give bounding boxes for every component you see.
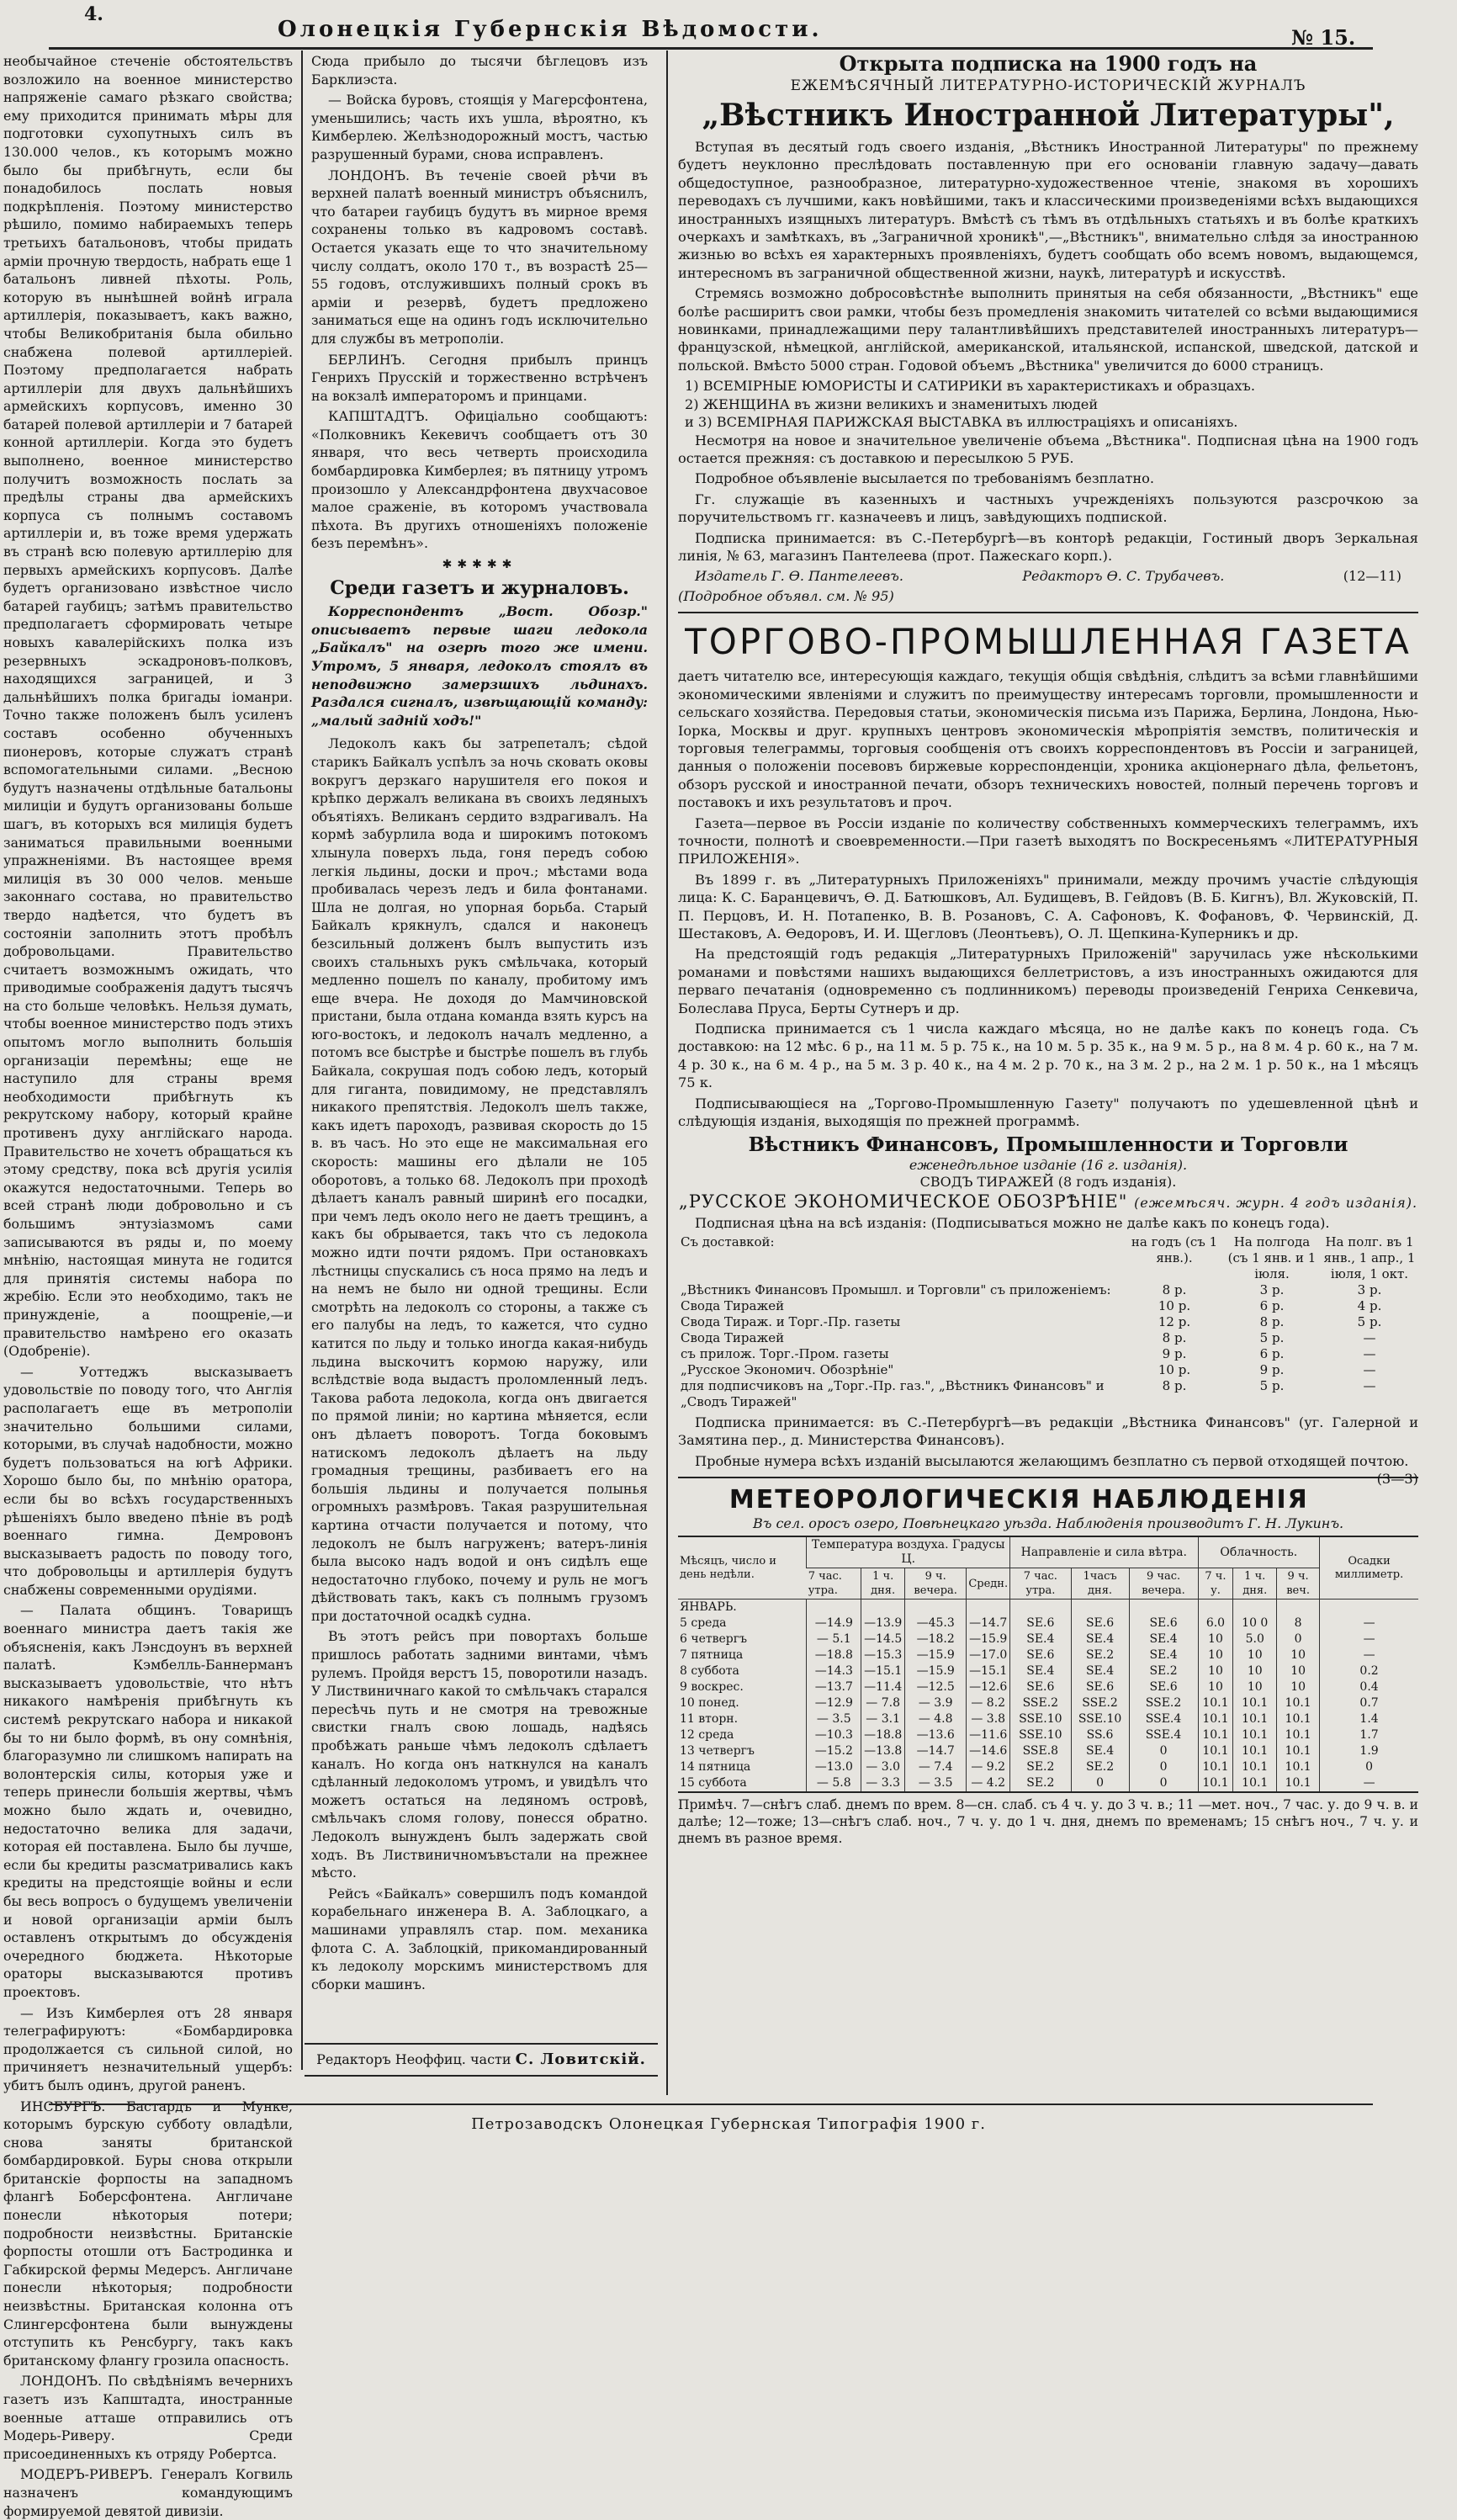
table-cell: 3 р. [1259,1281,1285,1297]
table-cell: 10.1 [1277,1759,1320,1775]
table-row [678,1282,1418,1298]
ad-finance-title: Вѣстникъ Финансовъ, Промышленности и Торговли [748,1133,1348,1156]
table-cell: SE.4 [1071,1631,1129,1647]
table-cell: SE.6 [1010,1679,1071,1695]
table-cell: 12 среда [680,1728,734,1743]
table-cell: 10.1 [1198,1727,1233,1743]
table-row [678,1695,1418,1711]
table-cell: SE.4 [1071,1743,1129,1759]
table-header: 7 час. утра. [1010,1568,1071,1600]
table-header: Температура воздуха. Градусы Ц. [807,1536,1010,1568]
table-cell: — [1320,1775,1418,1792]
table-cell: 1.7 [1320,1727,1418,1743]
meteo-subtitle: Въ сел. оросъ озеро, Повѣнецкаго уѣзда. Наблюденiя производитъ Г. Н. Лукинъ. [752,1515,1344,1532]
table-cell: SSE.10 [1010,1711,1071,1727]
table-cell: 6.0 [1198,1615,1233,1631]
paragraph: Гг. служащiе въ казенныхъ и частныхъ учрежденiяхъ пользуются разсрочкою за поручительствомъ гг. казначеевъ и лицъ, завѣдующихъ подпиской. [678,491,1418,526]
paragraph: Подписная цѣна на всѣ изданiя: (Подписываться можно не далѣе какъ по конецъ года). [695,1214,1330,1231]
table-cell: 6 четвергъ [680,1632,748,1647]
table-cell: SSE.8 [1010,1743,1071,1759]
paragraph: Подписка принимается съ 1 числа каждаго мѣсяца, но не далѣе какъ по конецъ года. Съ доставкою: на 12 мѣс. 6 р., на 11 м. 5 р. 75 к., на 10 м. 5 р. 35 к., на 9 м. 5 р., на 8 м. 4 р. 60 к., на 7 м. 4 р. 30 к., на 6 м. 4 р., на 5 м. 3 р. 40 к., на 4 м. 2 р. 70 к., на 3 м. 2 р., на 2 м. 1 р. 50 к., на 1 мѣсяцъ 75 к. [678,1021,1418,1091]
table-cell: —12.6 [967,1679,1010,1695]
table-cell: 10 [1277,1663,1320,1679]
table-row [678,1378,1418,1410]
table-cell: 10 [1233,1647,1277,1663]
table-cell: 10.1 [1198,1711,1233,1727]
table-cell: SE.2 [1129,1663,1198,1679]
table-row [678,1615,1418,1631]
table-cell: 10 [1198,1679,1233,1695]
table-row [678,1234,1418,1282]
list-item: 1) ВСЕМIРНЫЕ ЮМОРИСТЫ И САТИРИКИ въ характеристикахъ и образцахъ. [685,378,1255,395]
paragraph: МОДЕРЪ-РИВЕРЪ. Генералъ Когвиль назначенъ командующимъ формируемой девятой дивизiи. [3,2466,293,2519]
table-header: Направленiе и сила вѣтра. [1010,1536,1198,1568]
table-cell: —13.0 [807,1759,861,1775]
table-cell: 0 [1129,1743,1198,1759]
paragraph: необычайное стеченiе обстоятельствъ возложило на военное министерство напряженiе самаго рѣзкаго свойства; ему приходится принимать мѣры для подготовки сухопутныхъ силъ въ 130.000 челов., къ которымъ можно было бы прибѣгнуть, если бы понадобилось послать новыя подкрѣпленiя. Поэтому министерство рѣшило, помимо набираемыхъ теперь третьихъ батальоновъ, чтобы придать армiи прочную твердость, набрать еще 1 батальонъ ливней пѣхоты. Роль, которую въ нынѣшней войнѣ играла артиллерiя, показываетъ, какъ важно, чтобы Великобританiя была обильно снабжена полевой артиллерiей. Поэтому предполагается набрать артиллерiи для двухъ дальнѣйшихъ армейскихъ корпусовъ, именно 30 батарей полевой артиллерiи и 7 батарей конной артиллерiи. Когда это будетъ выполнено, военное министерство получитъ возможность послать за предѣлы страны два армейскихъ корпуса съ полнымъ составомъ артиллерiи и, въ тоже время удержать въ странѣ всю полевую артиллерiю для первыхъ армейскихъ корпусовъ. Далѣе будетъ организовано извѣстное число батарей гаубицъ; затѣмъ правительство предполагаетъ сформировать четыре новыхъ кавалерiйскихъ полка изъ резервныхъ эскадроновъ-полковъ, находящихся заграницей, и 3 дальнѣйшихъ полка бригады iоманри. Точно также положенъ былъ усиленъ составъ особенно обученныхъ пионеровъ, которые служатъ странѣ вспомогательными силами. „Весною будутъ назначены отдѣльные батальоны милицiи и будутъ организованы больше шагъ, въ которыхъ вся милицiя будетъ заниматься правильными военными упражненiями. Въ настоящее время милицiя въ 30 000 челов. меньше законнаго состава, но правительство твердо надѣется, что будетъ въ состоянiи заполнить этотъ пробѣлъ добровольцами. Правительство считаетъ возможнымъ ожидать, что приводимые соображенiя дадутъ тысячъ на сто больше человѣкъ. Нельзя думать, чтобы военное министерство подъ этихъ опытомъ могло выполнить большiя организацiи перемѣны; еще не наступило для страны время необходимости прибѣгнуть къ рекрутскому набору, который крайне противенъ духу англiйскаго народа. Правительство не хочетъ обращаться къ этому средству, пока всѣ другiя усилiя окажутся недостаточными. Теперь во всей странѣ люди добровольно и съ большимъ энтузiазмомъ сами записываются въ ряды и, по моему мнѣнiю, настоящая минута не годится для принятiя системы набора по жребiю. Если это необходимо, такъ не принужденiе, а поощренiе,—и правительство намѣрено его оказать (Одобренiе). [3,53,293,1360]
table-header: Облачность. [1198,1536,1320,1568]
table-header: 9 ч. веч. [1277,1568,1320,1600]
ad-finance-sub: СВОДЪ ТИРАЖЕЙ (8 годъ изданiя). [919,1173,1177,1190]
paragraph: Сюда прибыло до тысячи бѣглецовъ изъ Барклиэста. [311,53,648,88]
section-lead: Корреспондентъ „Вост. Обозр." описываетъ первые шаги ледокола „Байкалъ" на озерѣ того же имени. Утромъ, 5 января, ледоколъ стоялъ въ неподвижно замерзшихъ льдинахъ. Раздался сигналъ, извѣщающiй команду: „малый заднiй ходъ!" [311,603,648,729]
table-cell: — 5.1 [807,1631,861,1647]
table-cell: —13.9 [861,1615,905,1631]
table-row [678,1346,1418,1362]
table-cell: —18.8 [861,1727,905,1743]
table-cell: 14 пятница [680,1760,751,1775]
table-cell: 10.1 [1277,1695,1320,1711]
table-cell: —14.9 [807,1615,861,1631]
table-cell: 0 [1129,1775,1198,1792]
table-cell: 5 р. [1259,1377,1285,1393]
table-cell: 12 р. [1158,1313,1191,1329]
paragraph: Подписка принимается: въ С.-Петербургѣ—въ редакцiи „Вѣстника Финансовъ" (уг. Галерной и Замятина пер., д. Министерства Финансовъ). [678,1414,1418,1449]
paragraph: Вступая въ десятый годъ своего изданiя, „Вѣстникъ Иностранной Литературы" по прежнему будетъ неуклонно преслѣдовать поставленную при его основанiи главную задачу—давать общедоступное, разнообразное, литературно-художественное чтенiе, знакомя въ хорошихъ переводахъ съ лучшими, какъ новѣйшими, такъ и классическими произведенiями всѣхъ выдающихся иностранныхъ изящныхъ литературъ. Вмѣстѣ съ тѣмъ въ отдѣльныхъ статьяхъ и въ болѣе краткихъ очеркахъ и замѣткахъ, въ „Заграничной хроникѣ",—„Вѣстникъ", внимательно слѣдя за иностранною жизнью во всѣхъ ея характерныхъ проявленiяхъ, будетъ сообщать обо всемъ новомъ, выдающемся, интересномъ въ заграничной общественной жизни, наукѣ, литературѣ и искусствѣ. [678,139,1418,281]
table-cell: 10.1 [1233,1775,1277,1792]
table-cell: —11.6 [967,1727,1010,1743]
table-cell: SE.6 [1129,1615,1198,1631]
table-cell: 0 [1277,1631,1320,1647]
table-cell: 10.1 [1277,1775,1320,1792]
table-cell: 4 р. [1357,1297,1382,1313]
block-divider [678,612,1418,613]
table-cell: — 4.8 [905,1711,967,1727]
table-cell: SSE.10 [1071,1711,1129,1727]
table-cell: SS.6 [1071,1727,1129,1743]
paragraph: Рейсъ «Байкалъ» совершилъ подъ командой корабельнаго инженера В. А. Заблоцкаго, а машинами управлялъ стар. пом. механика флота С. А. Заблоцкiй, прикомандированный къ ледоколу морскимъ министерствомъ для сборки машинъ. [311,1885,648,1992]
table-row [678,1631,1418,1647]
table-row [678,1647,1418,1663]
table-cell: —18.2 [905,1631,967,1647]
table-cell: 8 [1277,1615,1320,1631]
ad-code: (3—3) [1376,1471,1418,1488]
header-rule [49,47,1373,50]
subscription-rows [678,1282,1418,1410]
paragraph: БЕРЛИНЪ. Сегодня прибылъ принцъ Генрихъ Прусскiй и торжественно встрѣченъ на вокзалѣ императоромъ и принцами. [311,351,648,404]
paragraph: Подписка принимается: въ С.-Петербургѣ—въ конторѣ редакцiи, Гостиный дворъ Зеркальная линiя, № 63, магазинъ Пантелеева (прот. Пажескаго корп.). [678,529,1418,564]
table-cell: SSE.10 [1010,1727,1071,1743]
section-title: Среди газетъ и журналовъ. [330,576,629,599]
table-header: 1 ч. дня. [1233,1568,1277,1600]
table-cell: — 4.2 [967,1775,1010,1792]
editor-label: Редакторъ Неоффиц. части [316,2051,511,2067]
printer-imprint: Петрозаводскъ Олонецкая Губернская Типографiя 1900 г. [471,2115,986,2133]
paragraph: Подписывающiеся на „Торгово-Промышленную Газету" получаютъ по удешевленной цѣнѣ и слѣдующiя изданiя, выходящiя по прежней программѣ. [678,1095,1418,1130]
paragraph: Въ 1899 г. въ „Литературныхъ Приложенiяхъ" принимали, между прочимъ участiе слѣдующiя лица: К. С. Баранцевичъ, Ѳ. Д. Батюшковъ, Ал. Будищевъ, В. Гейдовъ (В. Б. Кигнъ), Вл. Жуковскiй, П. П. Перцовъ, И. Н. Потапенко, В. В. Розановъ, С. А. Сафоновъ, К. Фофановъ, Ф. Червинскiй, Д. Шестаковъ, А. Ѳедоровъ, И. И. Щегловъ (Леонтьевъ), О. Л. Щепкина-Куперникъ и др. [678,871,1418,942]
table-header: 7 ч. у. [1198,1568,1233,1600]
table-cell: —13.6 [905,1727,967,1743]
table-cell: — 8.2 [967,1695,1010,1711]
ad-finance-sub: еженедѣльное изданiе (16 г. изданiя). [909,1156,1188,1173]
table-row [678,1536,1418,1568]
table-cell: 5 среда [680,1616,727,1631]
table-cell: 10.1 [1198,1695,1233,1711]
table-cell: 10.1 [1277,1743,1320,1759]
block-divider [678,1477,1418,1478]
publisher: Издатель Г. Ѳ. Пантелеевъ. [695,568,903,585]
table-cell: —14.7 [905,1743,967,1759]
ad-vestnik-signature [678,567,1418,586]
table-cell: 8 р. [1259,1313,1285,1329]
table-cell: 8 р. [1162,1377,1187,1393]
list-item: и 3) ВСЕМIРНАЯ ПАРИЖСКАЯ ВЫСТАВКА въ иллюстрацiяхъ и описанiяхъ. [685,414,1238,431]
column-1 [3,52,293,2519]
table-cell: — [1320,1647,1418,1663]
table-cell: SSE.4 [1129,1711,1198,1727]
table-cell: — 3.5 [807,1711,861,1727]
table-cell: 9 воскрес. [680,1680,744,1695]
table-cell: —11.4 [861,1679,905,1695]
meteo-rows [678,1600,1418,1793]
table-cell: 10.1 [1198,1759,1233,1775]
table-row [678,1711,1418,1727]
table-row [678,1759,1418,1775]
paragraph: даетъ читателю все, интересующiя каждаго, текущiя общiя свѣдѣнiя, слѣдитъ за всѣми главнѣйшими экономическими явленiями и служитъ по преимуществу интересамъ торговли, промышленности и сельскаго хозяйства. Передовыя статьи, экономическiя письма изъ Парижа, Берлина, Лондона, Нью-Iорка, Москвы и друг. крупныхъ центровъ экономическiя мѣропрiятiя земствъ, политическiя и торговыя телеграммы, торговыя сообщенiя отъ своихъ корреспондентовъ въ Россiи и заграницей, данныя о положенiи посевовъ биржевые корреспонденцiи, хроника акцiонернаго дѣла, фельетонъ, обзоръ русской и иностранной печати, обзоръ техническихъ новостей, полный перечень торговъ и поставокъ и ихъ результатовъ и проч. [678,668,1418,811]
table-cell: — [1363,1377,1376,1393]
month-label: ЯНВАРЬ. [680,1600,737,1615]
table-cell: 0.4 [1320,1679,1418,1695]
ad-trade-title: ТОРГОВО-ПРОМЫШЛЕННАЯ ГАЗЕТА [685,621,1412,663]
ad-finance-review [678,1191,1418,1214]
table-cell: SE.4 [1129,1647,1198,1663]
table-cell: 10 0 [1233,1615,1277,1631]
table-cell: 5.0 [1233,1631,1277,1647]
table-cell: 10.1 [1198,1775,1233,1792]
paragraph: Газета—первое въ Россiи изданiе по количеству собственныхъ коммерческихъ телеграммъ, ихъ точности, полнотѣ и своевременности.—При газетѣ выходятъ по Воскресеньямъ «ЛИТЕРАТУРНЫЯ ПРИЛОЖЕНIЯ». [678,814,1418,867]
ad-code: (12—11) [1343,568,1401,585]
table-cell: 10 [1233,1663,1277,1679]
table-cell: 8 р. [1162,1329,1187,1345]
paragraph: ИНСБУРГЪ. Бастардъ и Мунке, которымъ бурскую субботу овладѣли, снова заняты британской бомбардировкой. Буры снова открыли британскiе форпосты на западномъ флангѣ Боберсфонтена. Англичане понесли нѣкоторыя потери; подробности неизвѣстны. Британскiе форпосты отошли отъ Бастродинка и Габкирской фермы Медерсъ. Англичане понесли нѣкоторыя; подробности неизвѣстны. Британская колонна отъ Слингерсфонтена были вынуждены отступить къ Ренсбургу, такъ какъ британскому флангу грозила опасность. [3,2098,293,2369]
editor: Редакторъ Ѳ. С. Трубачевъ. [1022,568,1225,585]
table-cell: 10.1 [1233,1695,1277,1711]
review-sub: (ежемѣсяч. журн. 4 годъ изданiя). [1134,1194,1418,1211]
table-header: 9 час. вечера. [1129,1568,1198,1600]
table-header: 7 час. утра. [807,1568,861,1600]
table-header: Средн. [967,1568,1010,1600]
table-cell: 10.1 [1233,1727,1277,1743]
column-divider [301,50,303,2070]
table-cell: 10.1 [1198,1743,1233,1759]
table-cell: SE.2 [1071,1647,1129,1663]
ad-vestnik-title: „Вѣстникъ Иностранной Литературы", [702,98,1395,133]
table-cell: — 9.2 [967,1759,1010,1775]
table-cell: —18.8 [807,1647,861,1663]
table-cell: SE.6 [1010,1647,1071,1663]
table-cell: SE.6 [1071,1679,1129,1695]
table-row [678,1362,1418,1378]
table-header: На полгода (съ 1 янв. и 1 iюля. [1227,1233,1317,1281]
table-cell: „Русское Экономич. Обозрѣнiе" [681,1361,894,1377]
table-cell: —15.9 [905,1663,967,1679]
table-cell: SE.2 [1071,1759,1129,1775]
table-cell: 6 р. [1259,1345,1285,1361]
table-cell: 0.2 [1320,1663,1418,1679]
table-cell: 6 р. [1259,1297,1285,1313]
footer-rule [49,2104,1373,2105]
table-cell: 0 [1320,1759,1418,1775]
table-cell: 1.4 [1320,1711,1418,1727]
table-cell: 9 р. [1259,1361,1285,1377]
table-cell: 11 вторн. [680,1712,739,1727]
table-cell: 10 [1277,1679,1320,1695]
table-cell: — [1363,1345,1376,1361]
editor-name: С. Ловитскiй. [515,2050,646,2068]
page-number: 4. [84,3,103,25]
table-cell: —45.3 [905,1615,967,1631]
table-cell: — [1320,1615,1418,1631]
table-cell: 10.1 [1277,1727,1320,1743]
table-cell: 10 [1198,1663,1233,1679]
table-cell: —15.2 [807,1743,861,1759]
table-cell: 0 [1071,1775,1129,1792]
table-row [678,1743,1418,1759]
table-cell: — [1320,1631,1418,1647]
table-cell: 10 [1233,1679,1277,1695]
table-header: Мѣсяцъ, число и день недѣли. [678,1536,807,1600]
paragraph: Въ этотъ рейсъ при повортахъ больше пришлось работать задними винтами, чѣмъ рулемъ. Пройдя верстъ 15, поворотили назадъ. У Листвиничнаго какой то смѣльчакъ старался пересѣчь путь и не смотря на тревожные свистки гналъ свою лошадь, надѣясь пробѣжать раньше чѣмъ ледоколъ сдѣлаетъ каналъ. Но когда онъ наткнулся на каналъ сдѣланный ледоколомъ утромъ, и увидѣлъ что можетъ остаться на ледяномъ островѣ, смѣльчакъ сломя голову, понесся обратно. Ледоколъ вынужденъ былъ задержать свой ходъ. Въ Листвиничномъвъстали на прежнее мѣсто. [311,1628,648,1881]
table-header: 1часъ дня. [1071,1568,1129,1600]
table-cell: — [1363,1361,1376,1377]
table-cell: SE.6 [1129,1679,1198,1695]
table-cell: —14.6 [967,1743,1010,1759]
table-row [678,1298,1418,1314]
table-cell: — 3.3 [861,1775,905,1792]
issue-number: № 15. [1291,25,1356,50]
meteo-title: МЕТЕОРОЛОГИЧЕСКIЯ НАБЛЮДЕНIЯ [728,1485,1309,1515]
paragraph: — Уоттеджъ высказываетъ удовольствiе по поводу того, что Англiя располагаетъ еще въ метрополiи значительно большими силами, которыми, въ случаѣ надобности, можно будетъ пользоваться на югѣ Африки. Хорошо было бы, по мнѣнiю оратора, если бы во всѣхъ государственныхъ рѣшенiяхъ было введено пѣнiе въ родѣ военнаго гимна. Демровонъ высказываетъ радость по поводу того, что добровольцы и артиллерiя будутъ снабжены современными орудiями. [3,1363,293,1598]
ad-vestnik [678,52,1418,605]
paragraph: Подробное объявленiе высылается по требованiямъ безплатно. [695,470,1155,487]
table-cell: 13 четвергъ [680,1744,755,1759]
review-title: „РУССКОЕ ЭКОНОМИЧЕСКОЕ ОБОЗРѢНIЕ" [678,1191,1128,1212]
table-cell: „Вѣстникъ Финансовъ Промышл. и Торговли" съ приложенiемъ: [681,1281,1111,1297]
table-cell: Свода Тиражей [681,1297,785,1313]
table-row [678,1330,1418,1346]
ad-vestnik-announce: Открыта подписка на 1900 годъ на [839,51,1258,76]
table-cell: 3 р. [1357,1281,1382,1297]
table-cell: 10.1 [1233,1743,1277,1759]
table-cell: 9 р. [1162,1345,1187,1361]
paragraph: Несмотря на новое и значительное увеличенiе объема „Вѣстника". Подписная цѣна на 1900 годъ остается прежняя: съ доставкою и пересылкою 5 РУБ. [678,432,1418,466]
table-cell: — 3.8 [967,1711,1010,1727]
table-cell: SSE.2 [1010,1695,1071,1711]
table-cell: — 5.8 [807,1775,861,1792]
meteo-table [678,1536,1418,1793]
separator-ornament: ✱✱✱✱✱ [442,558,517,572]
table-cell: SSE.4 [1129,1727,1198,1743]
table-cell: SE.4 [1010,1663,1071,1679]
column-2 [311,52,648,2055]
table-cell: —15.9 [967,1631,1010,1647]
paragraph: — Войска буровъ, стоящiя у Магерсфонтена, уменьшились; часть ихъ ушла, вѣроятно, къ Кимберлею. Желѣзнодорожный мостъ, частью разрушенный бурами, снова исправленъ. [311,92,648,162]
table-cell: 10 [1198,1647,1233,1663]
table-cell: — 3.0 [861,1759,905,1775]
table-cell: съ прилож. Торг.-Пром. газеты [681,1345,889,1361]
table-cell: 10.1 [1277,1711,1320,1727]
paragraph: Стремясь возможно добросовѣстнѣе выполнить принятыя на себя обязанности, „Вѣстникъ" еще болѣе расширитъ свои рамки, чтобы безъ промедленiя знакомить читателей со всѣми выдающимися новинками, принадлежащими перу талантливѣйшихъ представителей иностранныхъ литературъ—французской, нѣмецкой, англiйской, американской, итальянской, испанской, шведской, датской и польской. Вмѣсто 5000 стран. Годовой объемъ „Вѣстника" увеличится до 6000 страницъ. [678,285,1418,374]
table-row [678,1679,1418,1695]
table-cell: — 7.4 [905,1759,967,1775]
table-cell: 7 пятница [680,1648,744,1663]
ad-note: (Подробное объявл. см. № 95) [678,587,894,604]
table-cell: —14.5 [861,1631,905,1647]
table-cell: 10 [1277,1647,1320,1663]
table-cell: — [1363,1329,1376,1345]
column-3-ads [678,52,1418,2046]
paragraph: ЛОНДОНЪ. По свѣдѣнiямъ вечернихъ газетъ изъ Капштадта, иностранные военные атташе отправились отъ Модерь-Риверу. Среди присоединенныхъ къ отряду Робертса. [3,2373,293,2462]
table-cell: 15 суббота [680,1776,747,1791]
table-cell: — 3.5 [905,1775,967,1792]
table-cell: — 3.1 [861,1711,905,1727]
ad-vestnik-kind: ЕЖЕМѢСЯЧНЫЙ ЛИТЕРАТУРНО-ИСТОРИЧЕСКIЙ ЖУРНАЛЪ [790,77,1306,94]
table-cell: SE.6 [1010,1615,1071,1631]
table-cell: —12.9 [807,1695,861,1711]
gazette-title: Олонецкiя Губернскiя Вѣдомости. [278,17,823,42]
column-divider [666,50,668,2095]
table-cell: —15.3 [861,1647,905,1663]
table-cell: 10 р. [1158,1361,1191,1377]
table-cell: —17.0 [967,1647,1010,1663]
table-cell: 10.1 [1233,1759,1277,1775]
list-item: 2) ЖЕНЩИНА въ жизни великихъ и знаменитыхъ людей [685,395,1099,412]
meteo-block [678,1485,1418,1847]
table-cell: 10.1 [1233,1711,1277,1727]
paragraph: КАПШТАДТЪ. Офицiально сообщаютъ: «Полковникъ Кекевичъ сообщаетъ отъ 30 января, что весь четверть происходила бомбардировка Кимберлея; въ пятницу утромъ произошло у Александрфонтена двухчасовое малое сраженiе, въ которомъ участвовала пѣхота. Въ другихъ отношенiяхъ положенiе безъ перемѣнъ». [311,408,648,552]
table-cell: SE.4 [1129,1631,1198,1647]
table-header: на годъ (съ 1 янв.). [1131,1233,1218,1265]
table-cell: Съ доставкой: [681,1233,775,1249]
meteo-notes: Примѣч. 7—снѣгъ слаб. днемъ по врем. 8—сн. слаб. съ 4 ч. у. до 3 ч. в.; 11 —мет. ноч., 7 час. у. до 9 ч. в. и далѣе; 12—тоже; 13—снѣгъ слаб. ноч., 7 ч. у. до 1 ч. дня, днемъ по временамъ; 15 снѣгъ ноч., 7 ч. у. и днемъ въ разное время. [678,1797,1418,1847]
table-row [678,1600,1418,1616]
table-cell: 8 р. [1162,1281,1187,1297]
table-cell: SE.4 [1071,1663,1129,1679]
table-row [678,1727,1418,1743]
table-cell: 10 р. [1158,1297,1191,1313]
table-cell: 5 р. [1259,1329,1285,1345]
table-cell: — 3.9 [905,1695,967,1711]
paragraph [678,1452,1418,1488]
table-cell: 10 [1198,1631,1233,1647]
table-row [678,1663,1418,1679]
table-cell: —15.1 [861,1663,905,1679]
table-cell: Свода Тиражей [681,1329,785,1345]
table-cell: — 7.8 [861,1695,905,1711]
editor-credit [305,2043,658,2077]
paragraph: На предстоящiй годъ редакцiя „Литературныхъ Приложенiй" заручилась уже нѣсколькими романами и повѣстями нашихъ выдающихся беллетристовъ, а изъ иностранныхъ ожидаются для перваго печатанiя (одновременно съ подлинникомъ) переводы произведенiй Генриха Сенкевича, Болеслава Пруса, Берты Сутнеръ и др. [678,946,1418,1016]
paragraph: ЛОНДОНЪ. Въ теченiе своей рѣчи въ верхней палатѣ военный министръ объяснилъ, что батареи гаубицъ будутъ въ мирное время сохранены только въ кадровомъ составѣ. Остается указать еще то что значительному числу солдатъ, около 170 т., въ возрастѣ 25—55 годовъ, отслужившихъ полный срокъ въ армiи и резервѣ, будетъ предложено заниматься еще на одинъ годъ исключительно для службы въ метрополiи. [311,167,648,347]
table-cell: Свода Тираж. и Торг.-Пр. газеты [681,1313,901,1329]
table-cell: —15.9 [905,1647,967,1663]
table-header: 1 ч. дня. [861,1568,905,1600]
table-cell: —14.7 [967,1615,1010,1631]
ad-trade-gazette [678,620,1418,1488]
table-cell: 1.9 [1320,1743,1418,1759]
table-row [678,1775,1418,1792]
table-cell: SE.2 [1010,1775,1071,1792]
table-cell: 5 р. [1357,1313,1382,1329]
table-cell: SSE.2 [1071,1695,1129,1711]
table-cell: —14.3 [807,1663,861,1679]
table-cell: 0 [1129,1759,1198,1775]
table-header: Осадки миллиметр. [1320,1536,1418,1600]
table-cell: —13.7 [807,1679,861,1695]
table-cell: —15.1 [967,1663,1010,1679]
table-cell: 10 понед. [680,1696,739,1711]
table-cell: SSE.2 [1129,1695,1198,1711]
table-cell: для подписчиковъ на „Торг.-Пр. газ.", „Вѣстникъ Финансовъ" и „Сводъ Тиражей" [681,1377,1105,1409]
table-cell: —10.3 [807,1727,861,1743]
free-copies: Пробные нумера всѣхъ изданiй высылаются желающимъ безплатно съ первой отходящей почтою. [695,1452,1409,1469]
table-cell: SE.2 [1010,1759,1071,1775]
paragraph: Ледоколъ какъ бы затрепеталъ; сѣдой старикъ Байкалъ успѣлъ за ночь сковать оковы вокругъ дерзкаго нарушителя его покоя и крѣпко держалъ великана въ своихъ ледяныхъ объятiяхъ. Великанъ сердито вздрагивалъ. На кормѣ забурлила вода и широкимъ потокомъ хлынула поверхъ льда, гоня передъ собою легкiя льдины, доски и проч.; мѣстами вода пробивалась черезъ ледъ и била фонтанами. Шла не долгая, но упорная борьба. Старый Байкалъ крякнулъ, сдался и наконецъ безсильный долженъ былъ выпустить изъ своихъ стальныхъ рукъ смѣльчака, который медленно пошелъ по каналу, пробитому имъ еще вчера. Не доходя до Мамчиновской пристани, была отдана команда взять курсъ на юго-востокъ, и ледоколъ началъ медленно, а потомъ все быстрѣе и быстрѣе пошелъ въ глубь Байкала, сокрушая подъ собою ледъ, который для гиганта, повидимому, не представлялъ никакого препятствiя. Ледоколъ шелъ также, какъ идетъ пароходъ, развивая скорость до 15 в. въ часъ. Но это еще не максимальная его скорость: машины его дѣлали не 105 оборотовъ, а только 68. Ледоколъ при проходѣ дѣлаетъ каналъ равный ширинѣ его посадки, при чемъ ледъ около него не даетъ трещинъ, а какъ бы обрывается, такъ что съ ледокола можно идти почти рядомъ. При остановкахъ лѣстницы спускались съ носа прямо на ледъ и на немъ не было ни одной трещины. Если смотрѣть на ледоколъ со стороны, а также съ его палубы на ледъ, то кажется, что судно катится по льду и только иногда какая-нибудь льдина выскочитъ кормою наружу, или вслѣдствiе вода выдастъ проломленный ледъ. Такова работа ледокола, когда онъ двигается по прямой линiи; но картина мѣняется, если онъ дѣлаетъ поворотъ. Тогда боковымъ натискомъ ледоколъ дѣлаетъ на льду громадныя трещины, разбиваетъ его на большiя льдины и получается полынья огромныхъ размѣровъ. Такая разрушительная картина отчасти получается и потому, что ледоколъ не былъ нагруженъ; ватеръ-линiя была высоко надъ водой и онъ сидѣлъ еще недостаточно глубоко, почему и руль не могъ дѣйствовать такъ, какъ съ полнымъ грузомъ при достаточной осадкѣ судна. [311,735,648,1624]
subscription-price-table [678,1234,1418,1410]
table-row [678,1314,1418,1330]
table-cell: —12.5 [905,1679,967,1695]
table-cell: 0.7 [1320,1695,1418,1711]
table-cell: —13.8 [861,1743,905,1759]
table-cell: 8 суббота [680,1664,739,1679]
table-cell: SE.4 [1010,1631,1071,1647]
table-header: 9 ч. вечера. [905,1568,967,1600]
table-cell: SE.6 [1071,1615,1129,1631]
paragraph: — Изъ Кимберлея отъ 28 января телеграфируютъ: «Бомбардировка продолжается съ сильной силой, но причиняетъ незначительный ущербъ: убитъ былъ одинъ, другой раненъ. [3,2004,293,2093]
table-header: На полг. въ 1 янв., 1 апр., 1 iюля, 1 окт. [1323,1233,1416,1281]
paragraph: — Палата общинъ. Товарищъ военнаго министра даетъ такiя же объясненiя, какъ Лэнсдоунъ въ верхней палатѣ. Кэмбелль-Баннерманъ высказываетъ удовольствiе, что нѣтъ никакого намѣренiя прибѣгнуть къ системѣ рекрутскаго набора и никакой бы то ни было формѣ, въ ону сомнѣнiя, благоразумно ли слишкомъ напирать на волонтерскiя силы, которыя уже и теперь принесли большiя жертвы, чѣмъ можно было ждать и, очевидно, недостаточно велика для задачи, которая ей поставлена. Было бы лучше, если бы кредиты разсматривались какъ кредиты на предстоящiе войны и если бы весь вопросъ о будущемъ увеличенiи и новой организацiи армiи былъ оставленъ открытымъ до обсужденiя очередного бюджета. Нѣкоторые ораторы высказываются противъ проектовъ. [3,1602,293,2000]
